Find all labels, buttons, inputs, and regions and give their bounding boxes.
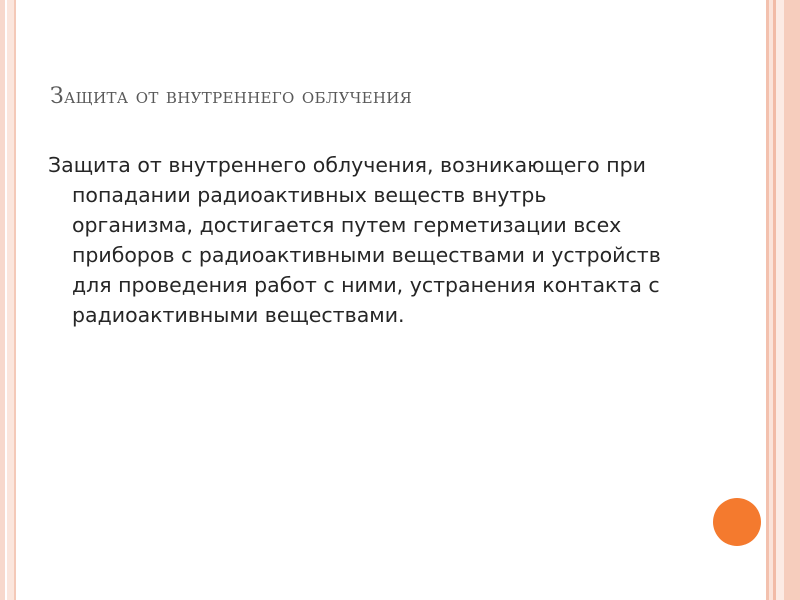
orange-circle-decoration — [713, 498, 761, 546]
body-line: для проведения работ с ними, устранения контакта с — [72, 273, 660, 297]
slide-title: Защита от внутреннего облучения — [50, 84, 413, 109]
body-line: организма, достигается путем герметизации всех — [72, 213, 622, 237]
body-line: приборов с радиоактивными веществами и устройств — [72, 243, 661, 267]
body-paragraph — [48, 150, 708, 330]
left-border-stripe-light — [7, 0, 14, 600]
right-border-stripe-wide — [784, 0, 800, 600]
body-line: Защита от внутреннего облучения, возникающего при — [48, 153, 646, 177]
right-border-stripe-pale — [776, 0, 784, 600]
left-border-stripe-thin — [14, 0, 16, 600]
body-line: радиоактивными веществами. — [72, 303, 405, 327]
body-line: попадании радиоактивных веществ внутрь — [72, 183, 547, 207]
